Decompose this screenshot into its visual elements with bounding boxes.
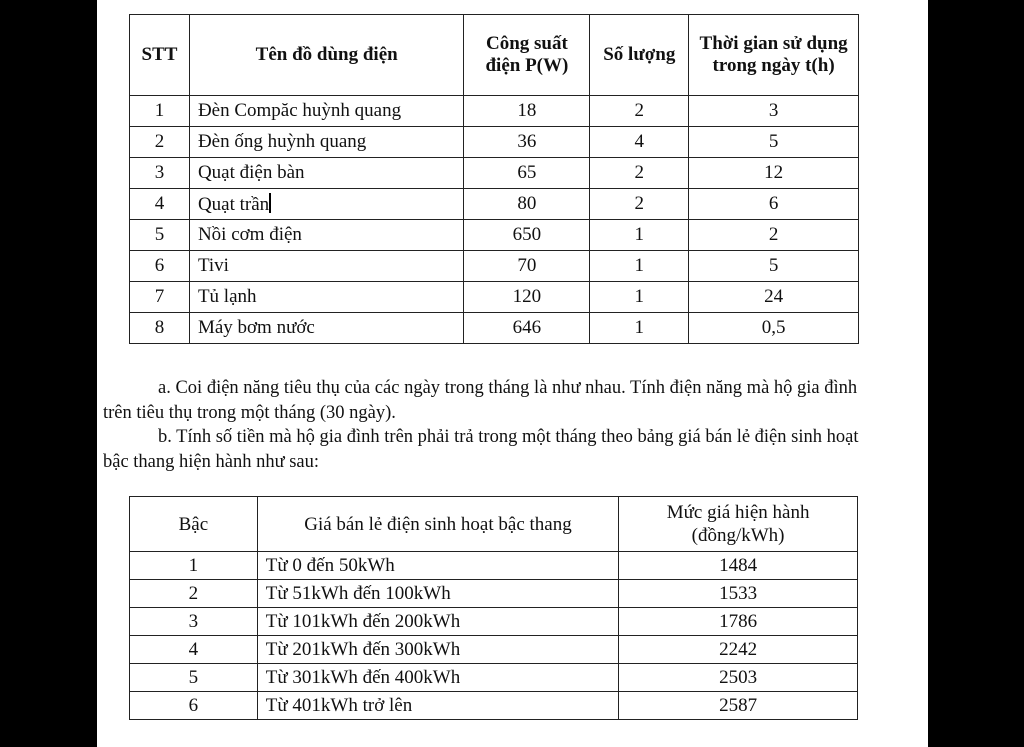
name-value: Đèn ống huỳnh quang [197, 131, 367, 152]
cell-name [189, 251, 464, 282]
time-value: 12 [764, 162, 784, 183]
table-row [130, 282, 859, 313]
table-row [130, 220, 859, 251]
cell-quantity [590, 251, 689, 282]
cell-stt [130, 313, 190, 344]
header-current-price: Mức giá hiện hành (đồng/kWh) [619, 497, 858, 552]
cell-time [689, 127, 859, 158]
table-row [130, 580, 858, 608]
cell-time [689, 251, 859, 282]
cell-range: Từ 0 đến 50kWh [257, 552, 618, 580]
cell-range: Từ 201kWh đến 300kWh [257, 636, 618, 664]
cell-power [464, 251, 590, 282]
cell-quantity [590, 282, 689, 313]
table-row [130, 158, 859, 189]
text-cursor [269, 193, 271, 213]
cell-stt [130, 282, 190, 313]
header-quantity: Số lượng [590, 15, 689, 96]
cell-stt [130, 158, 190, 189]
name-value: Đèn Compăc huỳnh quang [197, 100, 402, 121]
cell-price: 1533 [619, 580, 858, 608]
table-row [130, 189, 859, 220]
header-tier: Bậc [130, 497, 258, 552]
table-row [130, 313, 859, 344]
cell-tier: 4 [130, 636, 258, 664]
stt-value: 3 [154, 162, 165, 183]
table-row [130, 127, 859, 158]
power-value: 646 [512, 317, 542, 338]
header-stt: STT [130, 15, 190, 96]
question-b [103, 425, 883, 475]
name-value: Quạt điện bàn [197, 162, 305, 183]
question-a [103, 376, 883, 426]
table-row [130, 664, 858, 692]
stt-value: 6 [154, 255, 165, 276]
cell-power [464, 158, 590, 189]
header-appliance-name: Tên đồ dùng điện [189, 15, 464, 96]
cell-time [689, 189, 859, 220]
cell-range: Từ 51kWh đến 100kWh [257, 580, 618, 608]
time-value: 5 [768, 255, 779, 276]
cell-tier: 5 [130, 664, 258, 692]
cell-price: 1484 [619, 552, 858, 580]
cell-time [689, 220, 859, 251]
cell-name [189, 96, 464, 127]
time-value: 5 [768, 131, 779, 152]
table-row [130, 96, 859, 127]
cell-time [689, 96, 859, 127]
power-value: 36 [517, 131, 537, 152]
stt-value: 8 [154, 317, 165, 338]
cell-time [689, 282, 859, 313]
cell-quantity [590, 127, 689, 158]
time-value: 2 [768, 224, 779, 245]
cell-range: Từ 401kWh trở lên [257, 692, 618, 720]
stt-value: 4 [154, 193, 165, 214]
quantity-value: 2 [634, 162, 645, 183]
cell-stt [130, 96, 190, 127]
cell-quantity [590, 189, 689, 220]
cell-price: 2587 [619, 692, 858, 720]
cell-tier: 1 [130, 552, 258, 580]
table-row [130, 692, 858, 720]
cell-tier: 2 [130, 580, 258, 608]
time-value: 0,5 [761, 317, 786, 338]
question-b-text: b. Tính số tiền mà hộ gia đình trên phải trả trong một tháng theo bảng giá bán lẻ điện sinh hoạt bậc thang hiện hành như sau: [103, 427, 859, 472]
cell-range: Từ 101kWh đến 200kWh [257, 608, 618, 636]
cell-name [189, 313, 464, 344]
cell-price: 2503 [619, 664, 858, 692]
power-value: 70 [517, 255, 537, 276]
header-power: Công suất điện P(W) [464, 15, 590, 96]
name-value: Tủ lạnh [197, 286, 257, 307]
cell-stt [130, 127, 190, 158]
quantity-value: 2 [634, 193, 645, 214]
tariff-header-row [130, 497, 858, 552]
stt-value: 7 [154, 286, 165, 307]
stt-value: 5 [154, 224, 165, 245]
power-value: 65 [517, 162, 537, 183]
header-usage-time: Thời gian sử dụng trong ngày t(h) [689, 15, 859, 96]
name-value: Quạt trần [197, 193, 270, 215]
tariff-table [129, 496, 858, 720]
cell-quantity [590, 220, 689, 251]
name-value: Tivi [197, 255, 229, 276]
cell-time [689, 158, 859, 189]
document-page [97, 0, 928, 747]
cell-stt [130, 220, 190, 251]
quantity-value: 4 [634, 131, 645, 152]
cell-power [464, 189, 590, 220]
cell-quantity [590, 158, 689, 189]
table-row [130, 636, 858, 664]
cell-power [464, 282, 590, 313]
cell-power [464, 127, 590, 158]
cell-quantity [590, 313, 689, 344]
cell-name [189, 127, 464, 158]
power-value: 80 [517, 193, 537, 214]
power-value: 120 [512, 286, 542, 307]
cell-power [464, 96, 590, 127]
name-value: Nồi cơm điện [197, 224, 302, 245]
stt-value: 1 [154, 100, 165, 121]
cell-range: Từ 301kWh đến 400kWh [257, 664, 618, 692]
table-row [130, 251, 859, 282]
header-price-range: Giá bán lẻ điện sinh hoạt bậc thang [257, 497, 618, 552]
appliance-header-row [130, 15, 859, 96]
cell-name [189, 220, 464, 251]
cell-name [189, 158, 464, 189]
time-value: 24 [764, 286, 784, 307]
question-a-text: a. Coi điện năng tiêu thụ của các ngày trong tháng là như nhau. Tính điện năng mà hộ gia đình trên tiêu thụ trong một tháng (30 ngày). [103, 378, 858, 423]
cell-stt [130, 251, 190, 282]
stt-value: 2 [154, 131, 165, 152]
table-row [130, 552, 858, 580]
cell-stt [130, 189, 190, 220]
power-value: 18 [517, 100, 537, 121]
name-value: Máy bơm nước [197, 317, 315, 338]
cell-power [464, 313, 590, 344]
cell-time [689, 313, 859, 344]
quantity-value: 1 [634, 286, 645, 307]
power-value: 650 [512, 224, 542, 245]
cell-tier: 6 [130, 692, 258, 720]
time-value: 3 [768, 100, 779, 121]
cell-quantity [590, 96, 689, 127]
quantity-value: 1 [634, 255, 645, 276]
cell-price: 1786 [619, 608, 858, 636]
cell-tier: 3 [130, 608, 258, 636]
quantity-value: 1 [634, 317, 645, 338]
appliance-table [129, 14, 859, 344]
table-row [130, 608, 858, 636]
cell-name [189, 189, 464, 220]
cell-price: 2242 [619, 636, 858, 664]
cell-power [464, 220, 590, 251]
quantity-value: 2 [634, 100, 645, 121]
quantity-value: 1 [634, 224, 645, 245]
time-value: 6 [768, 193, 779, 214]
cell-name [189, 282, 464, 313]
